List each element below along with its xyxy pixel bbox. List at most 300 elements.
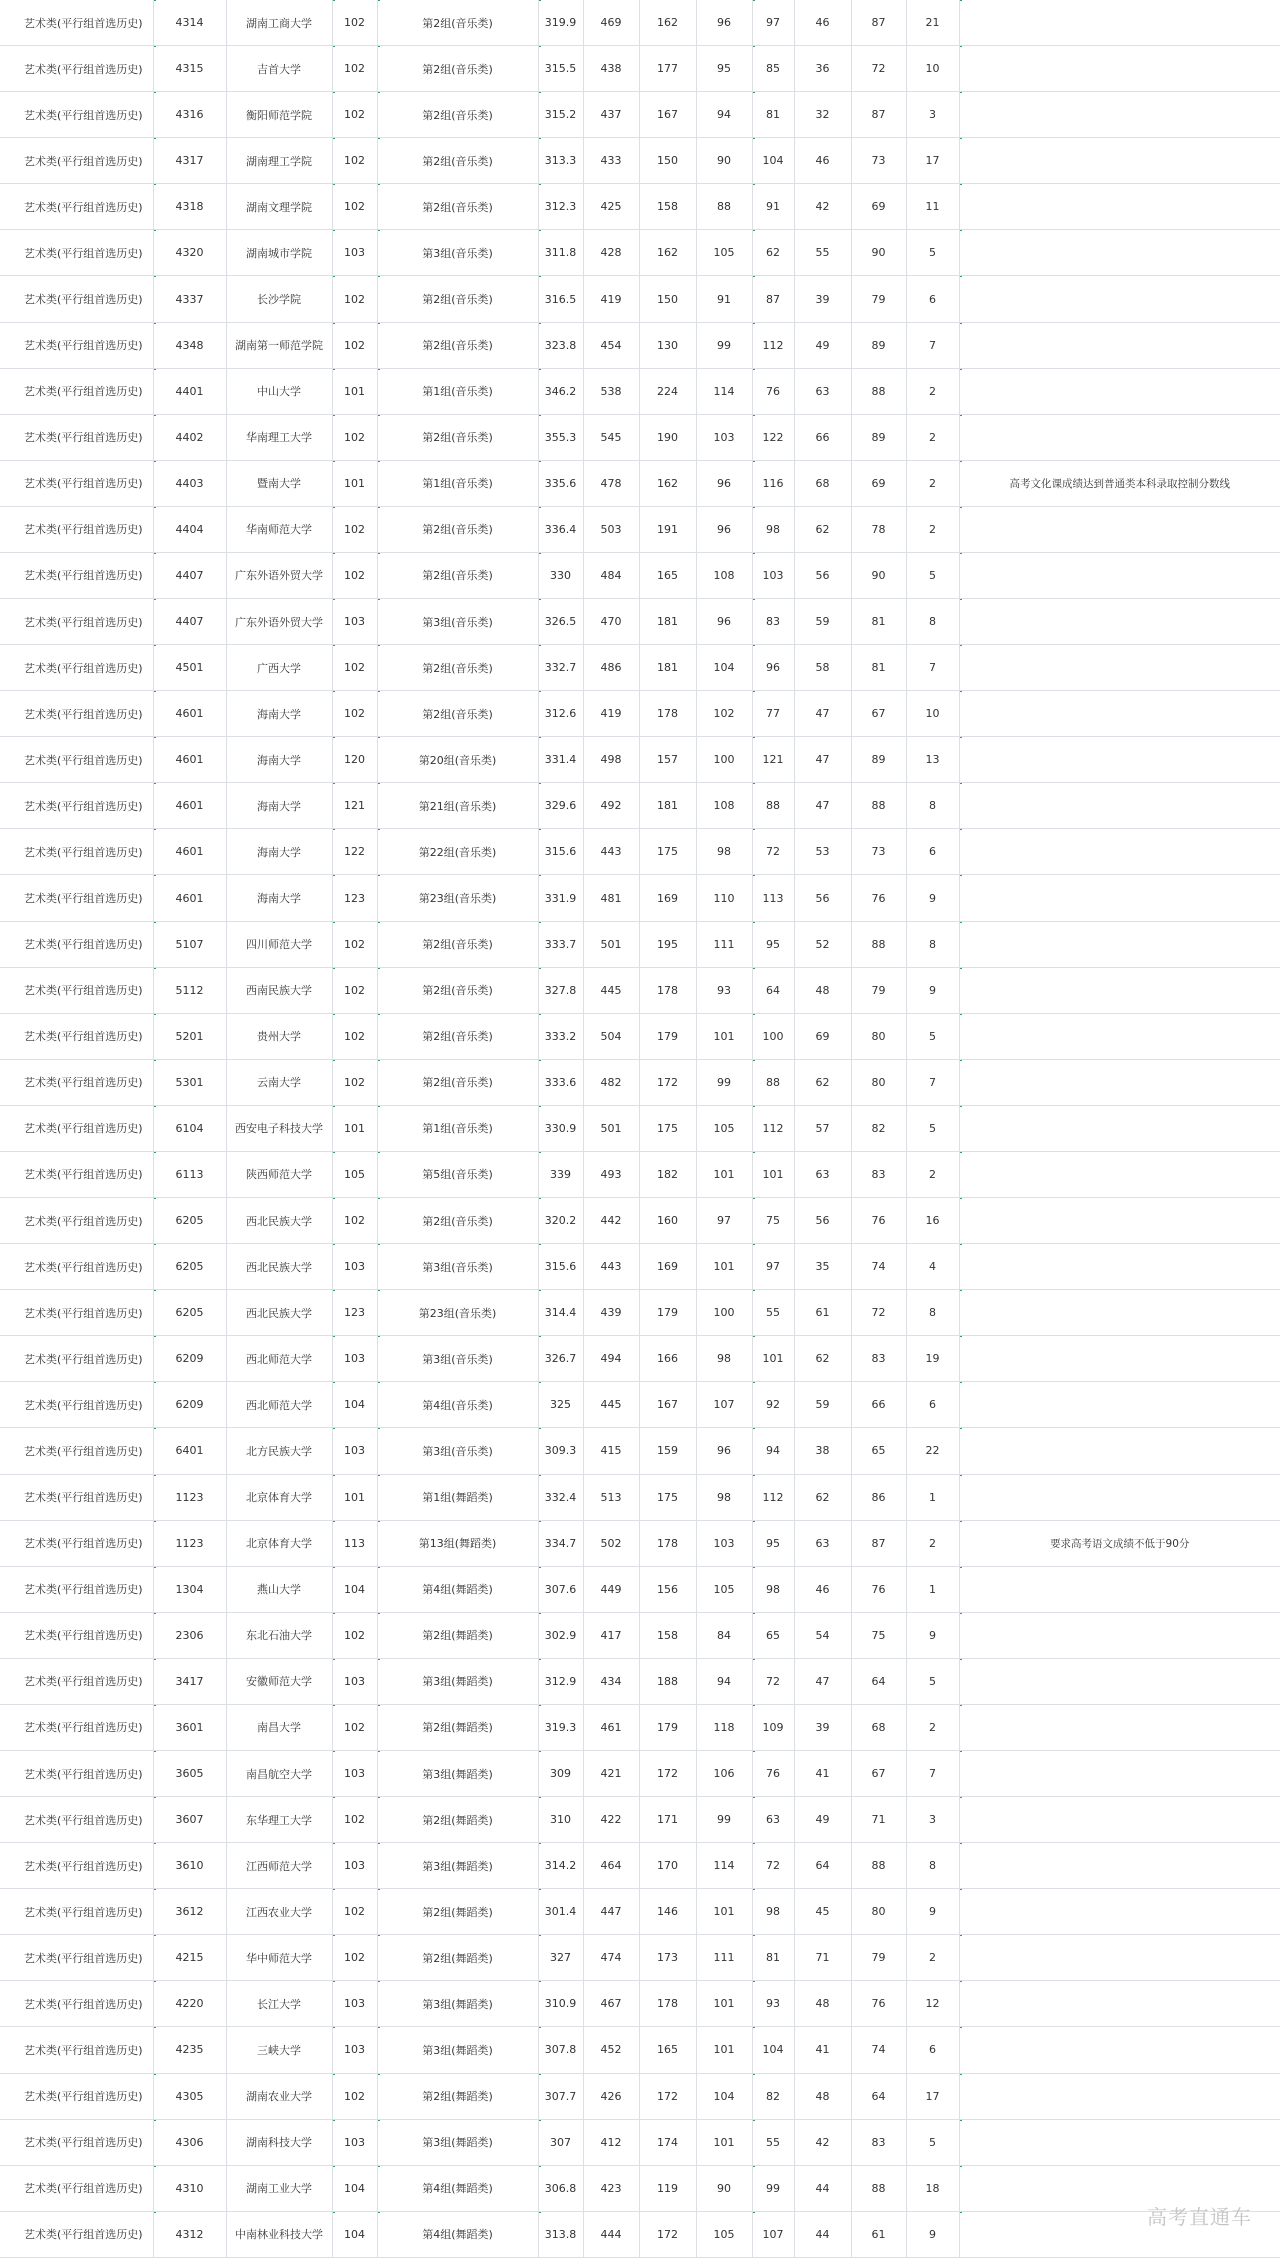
english-score-cell: 91 xyxy=(752,184,794,230)
school-code-cell: 4601 xyxy=(153,875,226,921)
group-code-cell: 102 xyxy=(332,1198,377,1244)
rank-cell: 66 xyxy=(851,1382,906,1428)
english-score-cell: 95 xyxy=(752,921,794,967)
plan-count-cell: 8 xyxy=(906,599,959,645)
group-name-cell: 第2组(音乐类) xyxy=(377,1059,538,1105)
composite-score-cell: 327 xyxy=(538,1935,583,1981)
rank-cell: 89 xyxy=(851,737,906,783)
note-cell xyxy=(959,414,1280,460)
elective-score-cell: 39 xyxy=(794,1704,851,1750)
rank-cell: 81 xyxy=(851,599,906,645)
math-score-cell: 101 xyxy=(696,1981,752,2027)
english-score-cell: 87 xyxy=(752,276,794,322)
english-score-cell: 85 xyxy=(752,46,794,92)
table-row xyxy=(0,1336,1280,1382)
math-score-cell: 100 xyxy=(696,737,752,783)
batch-cell: 艺术类(平行组首选历史) xyxy=(0,2119,153,2165)
rank-cell: 65 xyxy=(851,1428,906,1474)
composite-score-cell: 333.2 xyxy=(538,1013,583,1059)
english-score-cell: 88 xyxy=(752,1059,794,1105)
chinese-score-cell: 162 xyxy=(639,0,696,46)
table-row xyxy=(0,1612,1280,1658)
elective-score-cell: 45 xyxy=(794,1889,851,1935)
group-name-cell: 第2组(音乐类) xyxy=(377,1198,538,1244)
english-score-cell: 77 xyxy=(752,691,794,737)
school-name-cell: 华中师范大学 xyxy=(226,1935,332,1981)
composite-score-cell: 313.3 xyxy=(538,138,583,184)
group-code-cell: 103 xyxy=(332,1843,377,1889)
rank-cell: 76 xyxy=(851,1198,906,1244)
plan-count-cell: 3 xyxy=(906,92,959,138)
table-row xyxy=(0,691,1280,737)
rank-cell: 88 xyxy=(851,1843,906,1889)
school-name-cell: 湖南理工学院 xyxy=(226,138,332,184)
composite-score-cell: 325 xyxy=(538,1382,583,1428)
total-score-cell: 445 xyxy=(583,1382,639,1428)
math-score-cell: 84 xyxy=(696,1612,752,1658)
table-row xyxy=(0,1704,1280,1750)
school-name-cell: 东华理工大学 xyxy=(226,1797,332,1843)
chinese-score-cell: 166 xyxy=(639,1336,696,1382)
note-cell xyxy=(959,737,1280,783)
school-name-cell: 吉首大学 xyxy=(226,46,332,92)
school-code-cell: 4305 xyxy=(153,2073,226,2119)
elective-score-cell: 41 xyxy=(794,1750,851,1796)
total-score-cell: 442 xyxy=(583,1198,639,1244)
chinese-score-cell: 160 xyxy=(639,1198,696,1244)
rank-cell: 90 xyxy=(851,552,906,598)
school-code-cell: 1123 xyxy=(153,1520,226,1566)
batch-cell: 艺术类(平行组首选历史) xyxy=(0,1382,153,1428)
note-cell xyxy=(959,1013,1280,1059)
plan-count-cell: 7 xyxy=(906,1059,959,1105)
school-code-cell: 6205 xyxy=(153,1244,226,1290)
school-code-cell: 4401 xyxy=(153,368,226,414)
group-name-cell: 第21组(音乐类) xyxy=(377,783,538,829)
plan-count-cell: 2 xyxy=(906,414,959,460)
rank-cell: 90 xyxy=(851,230,906,276)
plan-count-cell: 2 xyxy=(906,1520,959,1566)
math-score-cell: 111 xyxy=(696,1935,752,1981)
table-row xyxy=(0,1105,1280,1151)
english-score-cell: 83 xyxy=(752,599,794,645)
composite-score-cell: 314.2 xyxy=(538,1843,583,1889)
school-name-cell: 江西师范大学 xyxy=(226,1843,332,1889)
rank-cell: 69 xyxy=(851,184,906,230)
note-cell xyxy=(959,1797,1280,1843)
plan-count-cell: 21 xyxy=(906,0,959,46)
group-code-cell: 104 xyxy=(332,2211,377,2257)
group-code-cell: 102 xyxy=(332,1013,377,1059)
note-cell: 高考文化课成绩达到普通类本科录取控制分数线 xyxy=(959,460,1280,506)
elective-score-cell: 71 xyxy=(794,1935,851,1981)
chinese-score-cell: 179 xyxy=(639,1290,696,1336)
school-code-cell: 4310 xyxy=(153,2165,226,2211)
plan-count-cell: 18 xyxy=(906,2165,959,2211)
group-name-cell: 第2组(音乐类) xyxy=(377,46,538,92)
school-code-cell: 4306 xyxy=(153,2119,226,2165)
chinese-score-cell: 169 xyxy=(639,1244,696,1290)
group-name-cell: 第2组(舞蹈类) xyxy=(377,1935,538,1981)
english-score-cell: 101 xyxy=(752,1151,794,1197)
table-row xyxy=(0,92,1280,138)
school-code-cell: 4312 xyxy=(153,2211,226,2257)
table-row xyxy=(0,1244,1280,1290)
math-score-cell: 105 xyxy=(696,1105,752,1151)
note-cell xyxy=(959,46,1280,92)
chinese-score-cell: 158 xyxy=(639,1612,696,1658)
elective-score-cell: 62 xyxy=(794,1059,851,1105)
plan-count-cell: 4 xyxy=(906,1244,959,1290)
math-score-cell: 105 xyxy=(696,2211,752,2257)
batch-cell: 艺术类(平行组首选历史) xyxy=(0,1290,153,1336)
math-score-cell: 101 xyxy=(696,1151,752,1197)
plan-count-cell: 9 xyxy=(906,2211,959,2257)
school-name-cell: 北京体育大学 xyxy=(226,1520,332,1566)
chinese-score-cell: 172 xyxy=(639,2211,696,2257)
elective-score-cell: 63 xyxy=(794,1520,851,1566)
school-name-cell: 燕山大学 xyxy=(226,1566,332,1612)
chinese-score-cell: 172 xyxy=(639,1059,696,1105)
elective-score-cell: 46 xyxy=(794,1566,851,1612)
math-score-cell: 91 xyxy=(696,276,752,322)
note-cell xyxy=(959,552,1280,598)
composite-score-cell: 313.8 xyxy=(538,2211,583,2257)
elective-score-cell: 46 xyxy=(794,0,851,46)
composite-score-cell: 315.6 xyxy=(538,829,583,875)
total-score-cell: 513 xyxy=(583,1474,639,1520)
group-name-cell: 第4组(舞蹈类) xyxy=(377,1566,538,1612)
plan-count-cell: 2 xyxy=(906,506,959,552)
school-name-cell: 湖南城市学院 xyxy=(226,230,332,276)
plan-count-cell: 17 xyxy=(906,2073,959,2119)
group-name-cell: 第2组(舞蹈类) xyxy=(377,1797,538,1843)
group-code-cell: 102 xyxy=(332,691,377,737)
group-code-cell: 102 xyxy=(332,184,377,230)
rank-cell: 88 xyxy=(851,921,906,967)
elective-score-cell: 57 xyxy=(794,1105,851,1151)
school-code-cell: 4220 xyxy=(153,1981,226,2027)
rank-cell: 74 xyxy=(851,1244,906,1290)
batch-cell: 艺术类(平行组首选历史) xyxy=(0,737,153,783)
composite-score-cell: 331.4 xyxy=(538,737,583,783)
composite-score-cell: 315.6 xyxy=(538,1244,583,1290)
group-code-cell: 102 xyxy=(332,1889,377,1935)
group-code-cell: 102 xyxy=(332,92,377,138)
batch-cell: 艺术类(平行组首选历史) xyxy=(0,1750,153,1796)
note-cell xyxy=(959,1105,1280,1151)
group-code-cell: 103 xyxy=(332,2027,377,2073)
elective-score-cell: 55 xyxy=(794,230,851,276)
chinese-score-cell: 150 xyxy=(639,138,696,184)
table-row xyxy=(0,1474,1280,1520)
group-code-cell: 105 xyxy=(332,1151,377,1197)
elective-score-cell: 63 xyxy=(794,1151,851,1197)
note-cell xyxy=(959,829,1280,875)
group-name-cell: 第1组(舞蹈类) xyxy=(377,1474,538,1520)
group-code-cell: 102 xyxy=(332,138,377,184)
math-score-cell: 104 xyxy=(696,2073,752,2119)
total-score-cell: 426 xyxy=(583,2073,639,2119)
group-code-cell: 103 xyxy=(332,1981,377,2027)
total-score-cell: 482 xyxy=(583,1059,639,1105)
total-score-cell: 467 xyxy=(583,1981,639,2027)
table-row xyxy=(0,2165,1280,2211)
batch-cell: 艺术类(平行组首选历史) xyxy=(0,1843,153,1889)
chinese-score-cell: 174 xyxy=(639,2119,696,2165)
elective-score-cell: 53 xyxy=(794,829,851,875)
math-score-cell: 101 xyxy=(696,1013,752,1059)
group-code-cell: 102 xyxy=(332,921,377,967)
note-cell xyxy=(959,2027,1280,2073)
note-cell xyxy=(959,276,1280,322)
group-code-cell: 103 xyxy=(332,1658,377,1704)
batch-cell: 艺术类(平行组首选历史) xyxy=(0,1981,153,2027)
math-score-cell: 111 xyxy=(696,921,752,967)
batch-cell: 艺术类(平行组首选历史) xyxy=(0,138,153,184)
math-score-cell: 90 xyxy=(696,2165,752,2211)
school-code-cell: 6205 xyxy=(153,1198,226,1244)
group-name-cell: 第23组(音乐类) xyxy=(377,1290,538,1336)
group-code-cell: 102 xyxy=(332,414,377,460)
table-row xyxy=(0,506,1280,552)
plan-count-cell: 13 xyxy=(906,737,959,783)
note-cell xyxy=(959,599,1280,645)
table-row xyxy=(0,1981,1280,2027)
school-code-cell: 4315 xyxy=(153,46,226,92)
total-score-cell: 498 xyxy=(583,737,639,783)
rank-cell: 61 xyxy=(851,2211,906,2257)
total-score-cell: 449 xyxy=(583,1566,639,1612)
group-code-cell: 123 xyxy=(332,875,377,921)
plan-count-cell: 5 xyxy=(906,230,959,276)
chinese-score-cell: 162 xyxy=(639,460,696,506)
group-code-cell: 103 xyxy=(332,230,377,276)
batch-cell: 艺术类(平行组首选历史) xyxy=(0,2211,153,2257)
english-score-cell: 100 xyxy=(752,1013,794,1059)
chinese-score-cell: 165 xyxy=(639,552,696,598)
total-score-cell: 492 xyxy=(583,783,639,829)
composite-score-cell: 316.5 xyxy=(538,276,583,322)
note-cell xyxy=(959,1566,1280,1612)
school-name-cell: 广东外语外贸大学 xyxy=(226,599,332,645)
plan-count-cell: 10 xyxy=(906,691,959,737)
composite-score-cell: 311.8 xyxy=(538,230,583,276)
math-score-cell: 108 xyxy=(696,552,752,598)
rank-cell: 76 xyxy=(851,1981,906,2027)
batch-cell: 艺术类(平行组首选历史) xyxy=(0,92,153,138)
group-name-cell: 第3组(舞蹈类) xyxy=(377,2119,538,2165)
english-score-cell: 55 xyxy=(752,2119,794,2165)
batch-cell: 艺术类(平行组首选历史) xyxy=(0,1797,153,1843)
chinese-score-cell: 146 xyxy=(639,1889,696,1935)
english-score-cell: 72 xyxy=(752,1843,794,1889)
elective-score-cell: 61 xyxy=(794,1290,851,1336)
batch-cell: 艺术类(平行组首选历史) xyxy=(0,506,153,552)
note-cell xyxy=(959,322,1280,368)
school-code-cell: 4601 xyxy=(153,737,226,783)
school-code-cell: 6209 xyxy=(153,1336,226,1382)
total-score-cell: 493 xyxy=(583,1151,639,1197)
school-code-cell: 6401 xyxy=(153,1428,226,1474)
table-row xyxy=(0,414,1280,460)
math-score-cell: 105 xyxy=(696,1566,752,1612)
math-score-cell: 108 xyxy=(696,783,752,829)
group-code-cell: 102 xyxy=(332,506,377,552)
math-score-cell: 105 xyxy=(696,230,752,276)
chinese-score-cell: 165 xyxy=(639,2027,696,2073)
english-score-cell: 98 xyxy=(752,1889,794,1935)
group-name-cell: 第2组(音乐类) xyxy=(377,1013,538,1059)
note-cell xyxy=(959,230,1280,276)
batch-cell: 艺术类(平行组首选历史) xyxy=(0,921,153,967)
plan-count-cell: 2 xyxy=(906,460,959,506)
group-name-cell: 第2组(舞蹈类) xyxy=(377,1889,538,1935)
composite-score-cell: 302.9 xyxy=(538,1612,583,1658)
total-score-cell: 464 xyxy=(583,1843,639,1889)
note-cell xyxy=(959,1750,1280,1796)
group-name-cell: 第2组(音乐类) xyxy=(377,645,538,691)
elective-score-cell: 49 xyxy=(794,322,851,368)
english-score-cell: 101 xyxy=(752,1336,794,1382)
elective-score-cell: 41 xyxy=(794,2027,851,2073)
composite-score-cell: 310 xyxy=(538,1797,583,1843)
rank-cell: 64 xyxy=(851,2073,906,2119)
composite-score-cell: 319.9 xyxy=(538,0,583,46)
batch-cell: 艺术类(平行组首选历史) xyxy=(0,829,153,875)
school-code-cell: 2306 xyxy=(153,1612,226,1658)
rank-cell: 86 xyxy=(851,1474,906,1520)
chinese-score-cell: 171 xyxy=(639,1797,696,1843)
elective-score-cell: 62 xyxy=(794,1474,851,1520)
school-name-cell: 长江大学 xyxy=(226,1981,332,2027)
group-name-cell: 第3组(舞蹈类) xyxy=(377,1843,538,1889)
math-score-cell: 104 xyxy=(696,645,752,691)
note-cell xyxy=(959,1382,1280,1428)
elective-score-cell: 59 xyxy=(794,1382,851,1428)
total-score-cell: 415 xyxy=(583,1428,639,1474)
chinese-score-cell: 167 xyxy=(639,1382,696,1428)
english-score-cell: 107 xyxy=(752,2211,794,2257)
rank-cell: 87 xyxy=(851,1520,906,1566)
english-score-cell: 64 xyxy=(752,967,794,1013)
group-name-cell: 第2组(音乐类) xyxy=(377,414,538,460)
elective-score-cell: 42 xyxy=(794,2119,851,2165)
chinese-score-cell: 181 xyxy=(639,783,696,829)
composite-score-cell: 309 xyxy=(538,1750,583,1796)
group-name-cell: 第5组(音乐类) xyxy=(377,1151,538,1197)
group-name-cell: 第3组(舞蹈类) xyxy=(377,1658,538,1704)
table-row xyxy=(0,0,1280,46)
composite-score-cell: 307 xyxy=(538,2119,583,2165)
batch-cell: 艺术类(平行组首选历史) xyxy=(0,1105,153,1151)
chinese-score-cell: 172 xyxy=(639,2073,696,2119)
school-code-cell: 5201 xyxy=(153,1013,226,1059)
group-name-cell: 第22组(音乐类) xyxy=(377,829,538,875)
school-name-cell: 海南大学 xyxy=(226,691,332,737)
note-cell xyxy=(959,1428,1280,1474)
composite-score-cell: 333.7 xyxy=(538,921,583,967)
elective-score-cell: 46 xyxy=(794,138,851,184)
table-row xyxy=(0,1843,1280,1889)
english-score-cell: 63 xyxy=(752,1797,794,1843)
table-row xyxy=(0,1013,1280,1059)
chinese-score-cell: 175 xyxy=(639,1474,696,1520)
school-name-cell: 安徽师范大学 xyxy=(226,1658,332,1704)
group-name-cell: 第1组(音乐类) xyxy=(377,1105,538,1151)
english-score-cell: 65 xyxy=(752,1612,794,1658)
plan-count-cell: 2 xyxy=(906,1935,959,1981)
group-code-cell: 104 xyxy=(332,2165,377,2211)
chinese-score-cell: 172 xyxy=(639,1750,696,1796)
elective-score-cell: 47 xyxy=(794,1658,851,1704)
total-score-cell: 474 xyxy=(583,1935,639,1981)
composite-score-cell: 307.6 xyxy=(538,1566,583,1612)
chinese-score-cell: 188 xyxy=(639,1658,696,1704)
plan-count-cell: 9 xyxy=(906,875,959,921)
plan-count-cell: 16 xyxy=(906,1198,959,1244)
plan-count-cell: 1 xyxy=(906,1474,959,1520)
composite-score-cell: 323.8 xyxy=(538,322,583,368)
rank-cell: 68 xyxy=(851,1704,906,1750)
school-code-cell: 4601 xyxy=(153,691,226,737)
english-score-cell: 55 xyxy=(752,1290,794,1336)
total-score-cell: 422 xyxy=(583,1797,639,1843)
plan-count-cell: 12 xyxy=(906,1981,959,2027)
school-code-cell: 4601 xyxy=(153,829,226,875)
english-score-cell: 75 xyxy=(752,1198,794,1244)
chinese-score-cell: 178 xyxy=(639,1520,696,1566)
school-name-cell: 陕西师范大学 xyxy=(226,1151,332,1197)
plan-count-cell: 2 xyxy=(906,1151,959,1197)
total-score-cell: 419 xyxy=(583,276,639,322)
batch-cell: 艺术类(平行组首选历史) xyxy=(0,1151,153,1197)
note-cell xyxy=(959,138,1280,184)
rank-cell: 79 xyxy=(851,1935,906,1981)
plan-count-cell: 17 xyxy=(906,138,959,184)
math-score-cell: 94 xyxy=(696,92,752,138)
chinese-score-cell: 224 xyxy=(639,368,696,414)
rank-cell: 87 xyxy=(851,0,906,46)
table-row xyxy=(0,1750,1280,1796)
chinese-score-cell: 182 xyxy=(639,1151,696,1197)
school-name-cell: 湖南科技大学 xyxy=(226,2119,332,2165)
elective-score-cell: 69 xyxy=(794,1013,851,1059)
school-code-cell: 4402 xyxy=(153,414,226,460)
rank-cell: 72 xyxy=(851,1290,906,1336)
table-row xyxy=(0,184,1280,230)
rank-cell: 71 xyxy=(851,1797,906,1843)
school-name-cell: 湖南工业大学 xyxy=(226,2165,332,2211)
batch-cell: 艺术类(平行组首选历史) xyxy=(0,368,153,414)
math-score-cell: 96 xyxy=(696,506,752,552)
total-score-cell: 501 xyxy=(583,1105,639,1151)
plan-count-cell: 8 xyxy=(906,783,959,829)
batch-cell: 艺术类(平行组首选历史) xyxy=(0,1612,153,1658)
total-score-cell: 454 xyxy=(583,322,639,368)
composite-score-cell: 319.3 xyxy=(538,1704,583,1750)
table-row xyxy=(0,1935,1280,1981)
plan-count-cell: 9 xyxy=(906,1889,959,1935)
batch-cell: 艺术类(平行组首选历史) xyxy=(0,599,153,645)
rank-cell: 87 xyxy=(851,92,906,138)
math-score-cell: 100 xyxy=(696,1290,752,1336)
batch-cell: 艺术类(平行组首选历史) xyxy=(0,1704,153,1750)
elective-score-cell: 47 xyxy=(794,737,851,783)
note-cell xyxy=(959,875,1280,921)
math-score-cell: 102 xyxy=(696,691,752,737)
note-cell xyxy=(959,645,1280,691)
